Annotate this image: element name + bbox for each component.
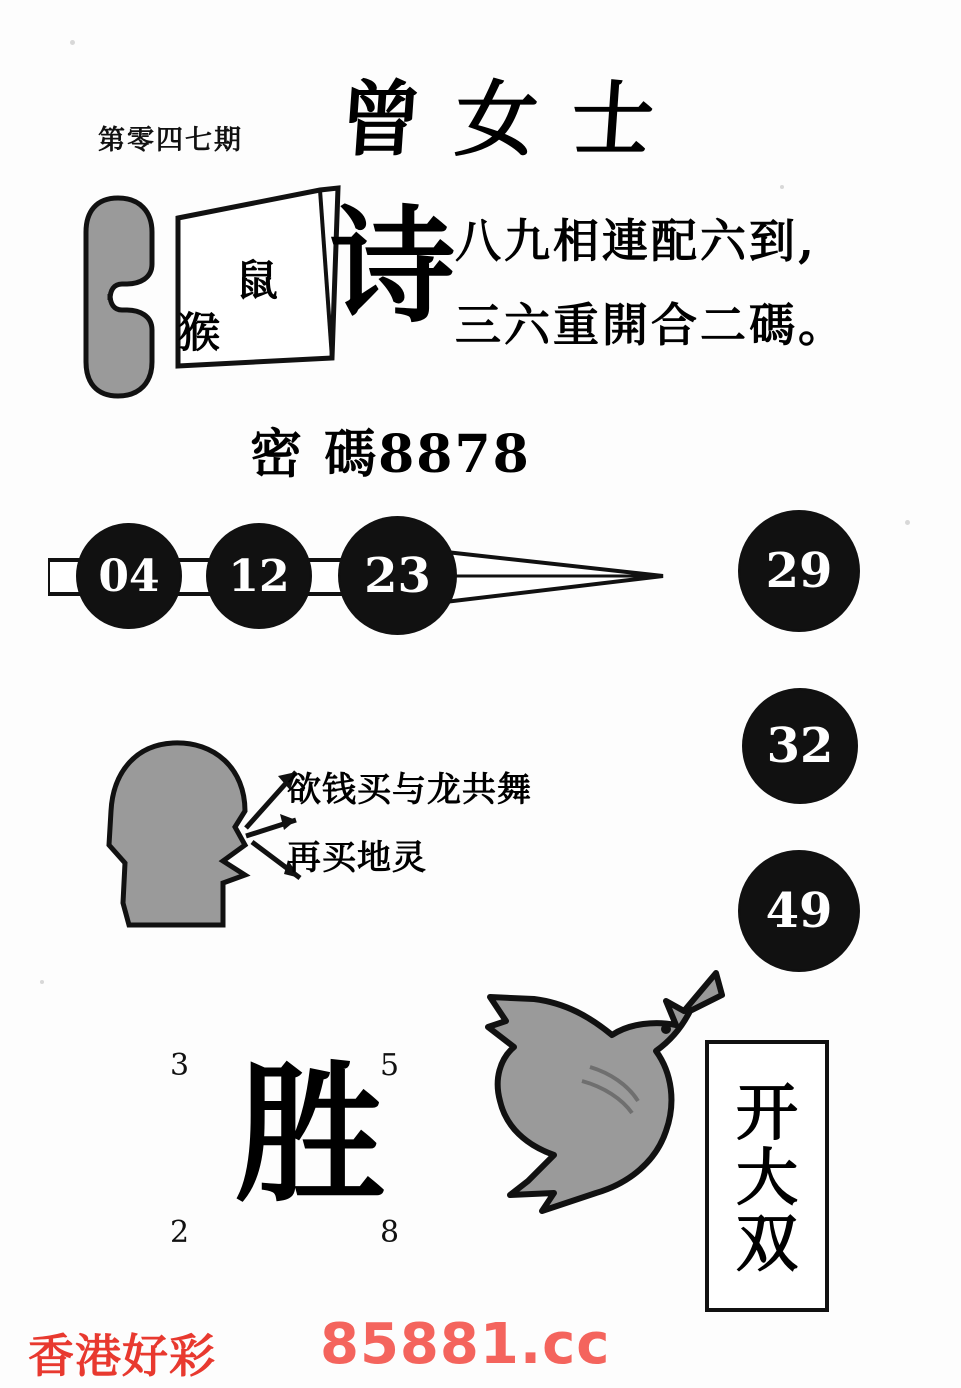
number-ball: 12 <box>208 525 310 627</box>
poem-title-char: 诗 <box>330 194 455 340</box>
password-text <box>250 412 531 487</box>
vertical-slogan-box <box>705 1040 829 1312</box>
corner-digit-top-left: 3 <box>170 1048 190 1083</box>
brand-title: 曾女士 <box>336 72 691 168</box>
verse-line-1: 八九相連配六到, <box>455 214 818 268</box>
site-url: 85881.cc <box>320 1312 611 1377</box>
speckle <box>905 520 910 525</box>
zodiac-bottom: 猴 <box>178 308 221 357</box>
site-name: 香港好彩 <box>28 1329 216 1383</box>
speech-line-2: 再买地灵 <box>287 838 427 878</box>
corner-digit-bottom-left: 2 <box>170 1215 190 1250</box>
zodiac-top: 鼠 <box>236 256 279 305</box>
speckle <box>780 185 784 189</box>
speckle <box>40 980 44 984</box>
vertical-char-3: 双 <box>735 1206 798 1280</box>
number-ball: 49 <box>740 852 858 970</box>
speckle <box>70 40 75 45</box>
number-ball: 23 <box>340 518 455 633</box>
number-ball: 04 <box>78 525 180 627</box>
speech-line-1: 欲钱买与龙共舞 <box>287 770 532 810</box>
password-value: 8878 <box>378 424 531 485</box>
corner-digit-bottom-right: 8 <box>380 1215 400 1250</box>
big-character: 胜 <box>235 1047 386 1223</box>
vertical-char-1: 开 <box>735 1076 798 1150</box>
number-ball: 32 <box>744 690 856 802</box>
password-label: 密 碼 <box>250 424 379 485</box>
number-ball: 29 <box>740 512 858 630</box>
issue-label: 第零四七期 <box>98 125 243 156</box>
corner-digit-top-right: 5 <box>380 1048 400 1083</box>
verse-line-2: 三六重開合二碼。 <box>455 298 847 352</box>
vertical-char-2: 大 <box>735 1141 798 1215</box>
